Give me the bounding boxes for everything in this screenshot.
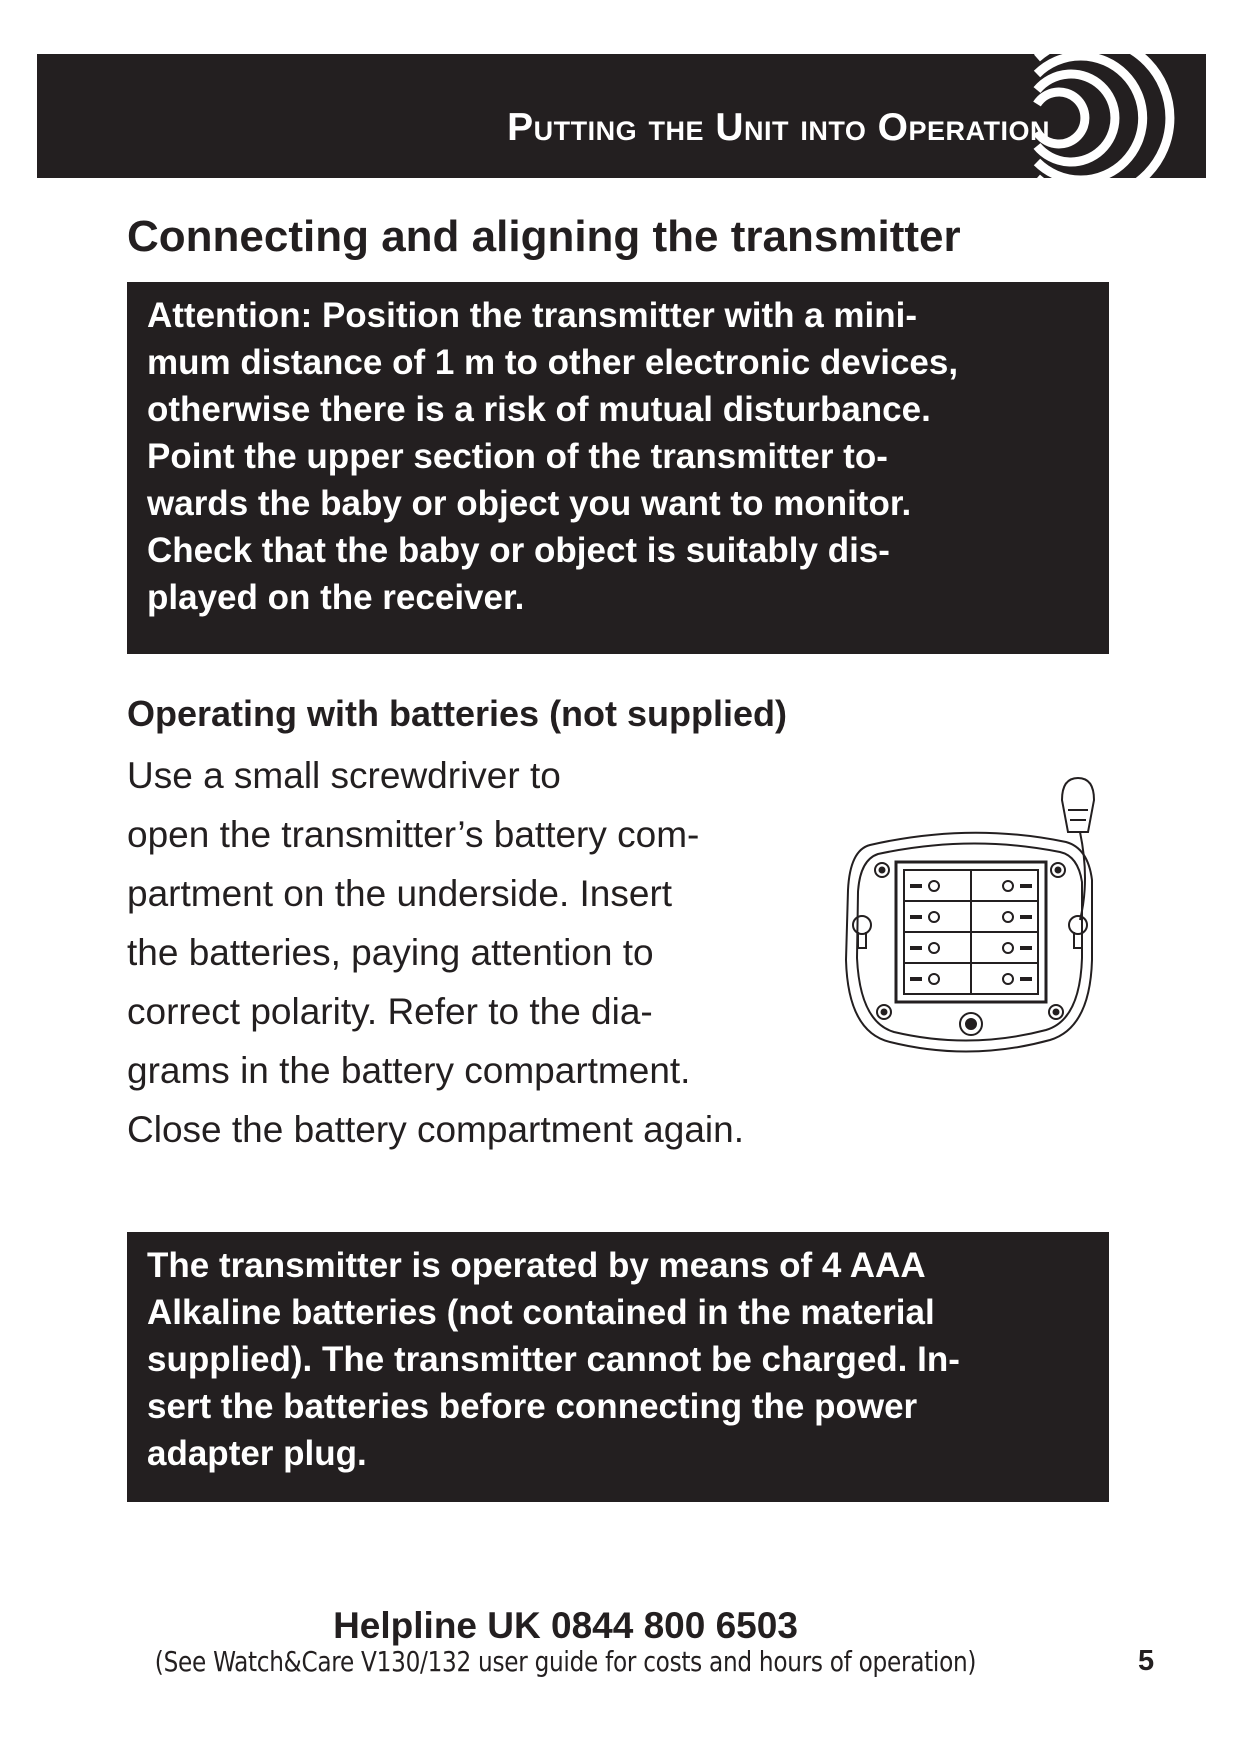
note-line: mum distance of 1 m to other electronic devices, bbox=[147, 343, 959, 382]
note-line: adapter plug. bbox=[147, 1434, 367, 1473]
body-line: open the transmitter’s battery com- bbox=[127, 814, 700, 855]
batteries-note-box bbox=[127, 1232, 1109, 1502]
batteries-heading: Operating with batteries (not supplied) bbox=[127, 693, 788, 734]
helpline: Helpline UK 0844 800 6503 bbox=[333, 1605, 798, 1646]
note-line: supplied). The transmitter cannot be charged. In- bbox=[147, 1340, 960, 1379]
body-line: the batteries, paying attention to bbox=[127, 932, 654, 973]
body-line: correct polarity. Refer to the dia- bbox=[127, 991, 653, 1032]
page-number: 5 bbox=[1138, 1645, 1155, 1677]
header-bar bbox=[37, 54, 1206, 178]
battery-compartment-diagram-icon bbox=[830, 770, 1110, 1070]
note-line: played on the receiver. bbox=[147, 578, 525, 617]
body-line: partment on the underside. Insert bbox=[127, 873, 673, 914]
section-title: Connecting and aligning the transmitter bbox=[127, 212, 961, 261]
note-line: The transmitter is operated by means of 4 AAA bbox=[147, 1246, 926, 1285]
body-line: Close the battery compartment again. bbox=[127, 1109, 744, 1150]
concentric-arcs-logo-icon bbox=[967, 54, 1206, 178]
note-line: Check that the baby or object is suitably dis- bbox=[147, 531, 890, 570]
note-line: sert the batteries before connecting the power bbox=[147, 1387, 918, 1426]
note-line: Attention: Position the transmitter with a mini- bbox=[147, 296, 917, 335]
attention-note-box bbox=[127, 282, 1109, 654]
note-line: wards the baby or object you want to monitor. bbox=[147, 484, 912, 523]
helpline-note: (See Watch&Care V130/132 user guide for costs and hours of operation) bbox=[154, 1645, 977, 1678]
header-title: Putting the Unit into Operation bbox=[507, 106, 1050, 149]
batteries-instructions bbox=[127, 746, 744, 1159]
body-line: Use a small screwdriver to bbox=[127, 755, 561, 796]
note-line: Alkaline batteries (not contained in the material bbox=[147, 1293, 935, 1332]
note-line: otherwise there is a risk of mutual disturbance. bbox=[147, 390, 931, 429]
body-line: grams in the battery compartment. bbox=[127, 1050, 691, 1091]
note-line: Point the upper section of the transmitter to- bbox=[147, 437, 888, 476]
